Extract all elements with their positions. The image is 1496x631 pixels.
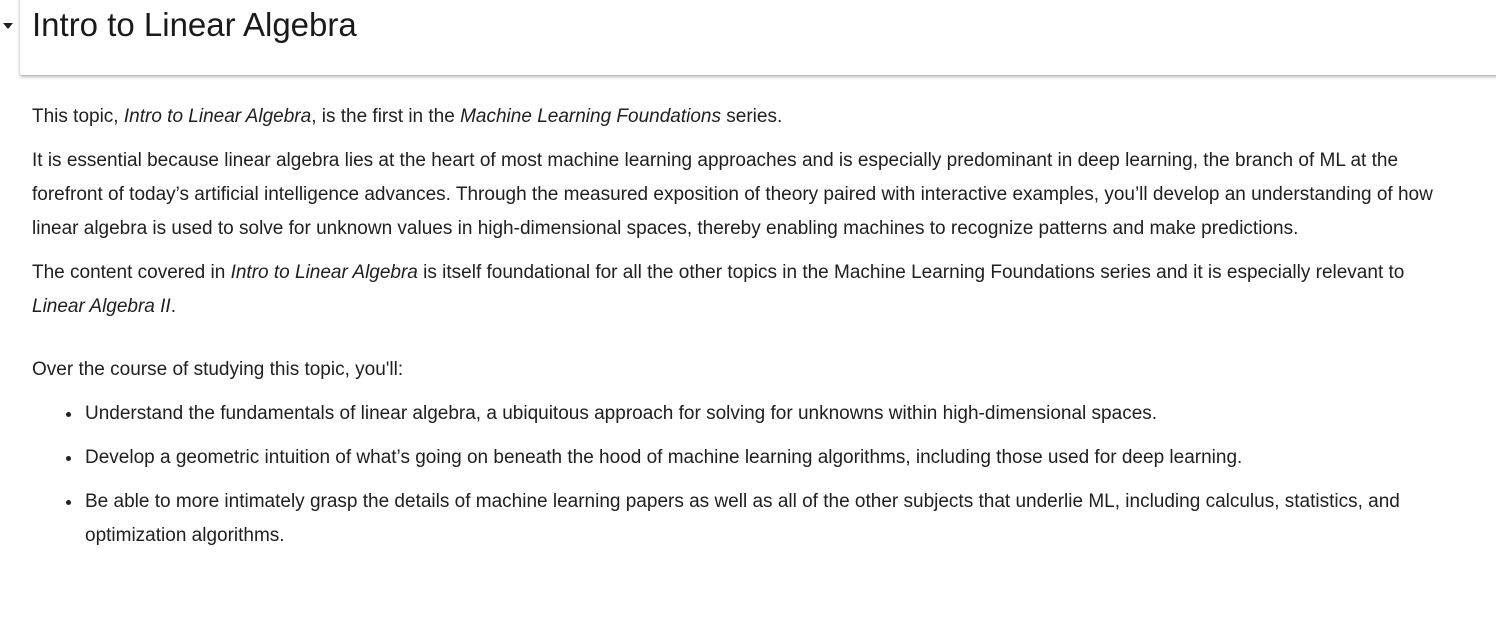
series-name: Machine Learning Foundations bbox=[460, 106, 721, 127]
topic-name: Intro to Linear Algebra bbox=[123, 106, 312, 127]
bullet-icon bbox=[66, 456, 71, 461]
section-title: Intro to Linear Algebra bbox=[32, 6, 357, 43]
list-item bbox=[85, 441, 1452, 475]
bullet-icon bbox=[66, 412, 71, 417]
intro-text: is itself foundational for all the other topics in the Machine Learning Foundations series and it is especially relevant to bbox=[417, 262, 1405, 283]
outcomes-list bbox=[32, 397, 1452, 553]
topic-name: Intro to Linear Algebra bbox=[230, 262, 418, 283]
intro-paragraph-3 bbox=[32, 256, 1452, 324]
intro-text: . bbox=[170, 296, 176, 317]
list-item-text: Understand the fundamentals of linear algebra, a ubiquitous approach for solving for unknowns within high-dimensional spaces. bbox=[85, 403, 1158, 424]
bullet-icon bbox=[66, 500, 71, 505]
list-item bbox=[85, 397, 1452, 431]
intro-text: This topic, bbox=[32, 106, 124, 127]
intro-text: , is the first in the bbox=[311, 106, 461, 127]
collapse-caret bbox=[3, 23, 13, 29]
topic-description bbox=[32, 100, 1452, 563]
caret-down-icon[interactable] bbox=[1, 19, 15, 33]
intro-text: series. bbox=[721, 106, 783, 127]
outcomes-lead: Over the course of studying this topic, you'll: bbox=[32, 359, 404, 380]
intro-paragraph-1 bbox=[32, 100, 1452, 134]
list-item-text: Develop a geometric intuition of what’s going on beneath the hood of machine learning algorithms, including those used for deep learning. bbox=[85, 447, 1243, 468]
list-item-text: Be able to more intimately grasp the details of machine learning papers as well as all of the other subjects that underlie ML, including calculus, statistics, and optimization algorithms. bbox=[85, 491, 1400, 546]
intro-paragraph-2: It is essential because linear algebra lies at the heart of most machine learning approaches and is especially predominant in deep learning, the branch of ML at the forefront of today’s artificial intelligence advances. Through the measured exposition of theory paired with interactive examples, you’ll develop an understanding of how linear algebra is used to solve for unknown values in high-dimensional spaces, thereby enabling machines to recognize patterns and make predictions. bbox=[32, 150, 1433, 239]
intro-text: The content covered in bbox=[32, 262, 231, 283]
related-topic-name: Linear Algebra II bbox=[32, 296, 171, 317]
list-item bbox=[85, 485, 1452, 553]
